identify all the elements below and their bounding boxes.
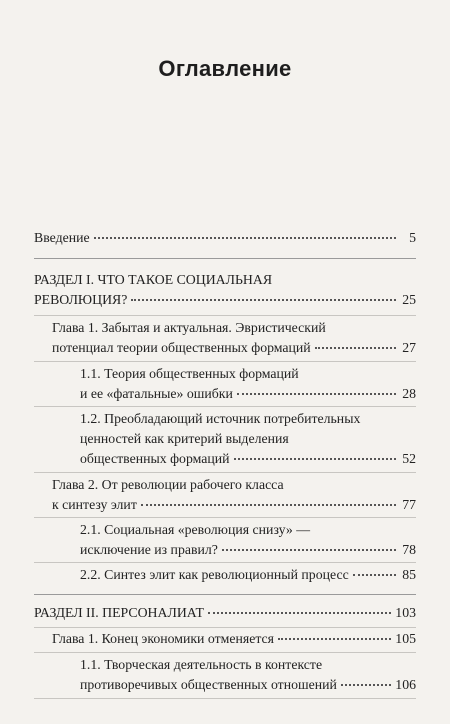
toc-page-number: 78 xyxy=(402,542,416,557)
leader-dots xyxy=(131,299,396,301)
toc-page-number: 77 xyxy=(402,497,416,512)
toc-entry-label: исключение из правил? xyxy=(80,542,218,557)
toc-entry-label: и ее «фатальные» ошибки xyxy=(80,386,233,401)
leader-dots xyxy=(141,504,396,506)
toc-entry-section-1[interactable] xyxy=(34,270,416,310)
leader-dots xyxy=(315,347,396,349)
entry-divider xyxy=(34,315,416,316)
leader-dots xyxy=(234,458,396,460)
toc-entry-label: 1.1. Творческая деятельность в контексте xyxy=(80,657,323,672)
toc-page-number: 52 xyxy=(402,451,416,466)
toc-entry-subsection-2-2[interactable] xyxy=(80,565,416,585)
toc-page-number: 105 xyxy=(395,631,416,646)
toc-entry-chapter-1-2[interactable] xyxy=(52,475,416,515)
toc-entry-subsection-1-2[interactable] xyxy=(80,409,416,469)
leader-dots xyxy=(208,612,391,614)
toc-entry-introduction[interactable] xyxy=(34,228,416,248)
toc-entry-label: 2.2. Синтез элит как революционный процесс xyxy=(80,567,349,582)
leader-dots xyxy=(237,393,396,395)
page-title: Оглавление xyxy=(158,56,292,81)
toc-entry-label: Глава 2. От революции рабочего класса xyxy=(52,477,284,492)
toc-entry-label: ценностей как критерий выделения xyxy=(80,431,289,446)
section-divider xyxy=(34,594,416,595)
toc-page-number: 28 xyxy=(402,386,416,401)
toc-entry-label: Введение xyxy=(34,230,90,245)
toc-entry-label: к синтезу элит xyxy=(52,497,137,512)
toc-page-number: 27 xyxy=(402,340,416,355)
leader-dots xyxy=(94,237,396,239)
toc-entry-label: Глава 1. Конец экономики отменяется xyxy=(52,631,275,646)
toc-entry-label: общественных формаций xyxy=(80,451,230,466)
leader-dots xyxy=(222,549,396,551)
toc-entry-label: Глава 1. Забытая и актуальная. Эвристический xyxy=(52,320,326,335)
section-divider xyxy=(34,258,416,259)
entry-divider xyxy=(34,517,416,518)
toc-page-number: 103 xyxy=(395,605,416,620)
entry-divider xyxy=(34,406,416,407)
toc-entry-label: РЕВОЛЮЦИЯ? xyxy=(34,292,128,307)
entry-divider xyxy=(34,472,416,473)
entry-divider xyxy=(34,361,416,362)
toc-entry-chapter-2-1[interactable] xyxy=(52,629,416,649)
toc-entry-label: противоречивых общественных отношений xyxy=(80,677,337,692)
toc-entry-subsection-1-1[interactable] xyxy=(80,364,416,404)
toc-page-number: 5 xyxy=(409,230,416,245)
entry-divider xyxy=(34,652,416,653)
toc-entry-label: 1.2. Преобладающий источник потребительных xyxy=(80,411,361,426)
leader-dots xyxy=(278,638,391,640)
toc-entry-label: 2.1. Социальная «революция снизу» — xyxy=(80,522,310,537)
toc-entry-subsection-2-1-1[interactable] xyxy=(80,655,416,695)
toc-page-number: 25 xyxy=(402,292,416,307)
leader-dots xyxy=(353,574,396,576)
toc-page-number: 106 xyxy=(395,677,416,692)
toc-entry-label: потенциал теории общественных формаций xyxy=(52,340,311,355)
entry-divider xyxy=(34,562,416,563)
toc-page-number: 85 xyxy=(402,567,416,582)
toc-entry-label: 1.1. Теория общественных формаций xyxy=(80,366,299,381)
toc-entry-subsection-2-1[interactable] xyxy=(80,520,416,560)
leader-dots xyxy=(341,684,391,686)
toc-entry-chapter-1-1[interactable] xyxy=(52,318,416,358)
toc-entry-section-2[interactable] xyxy=(34,603,416,623)
toc-entry-label: РАЗДЕЛ I. ЧТО ТАКОЕ СОЦИАЛЬНАЯ xyxy=(34,272,273,287)
entry-divider xyxy=(34,698,416,699)
toc-entry-label: РАЗДЕЛ II. ПЕРСОНАЛИАТ xyxy=(34,605,204,620)
entry-divider xyxy=(34,627,416,628)
